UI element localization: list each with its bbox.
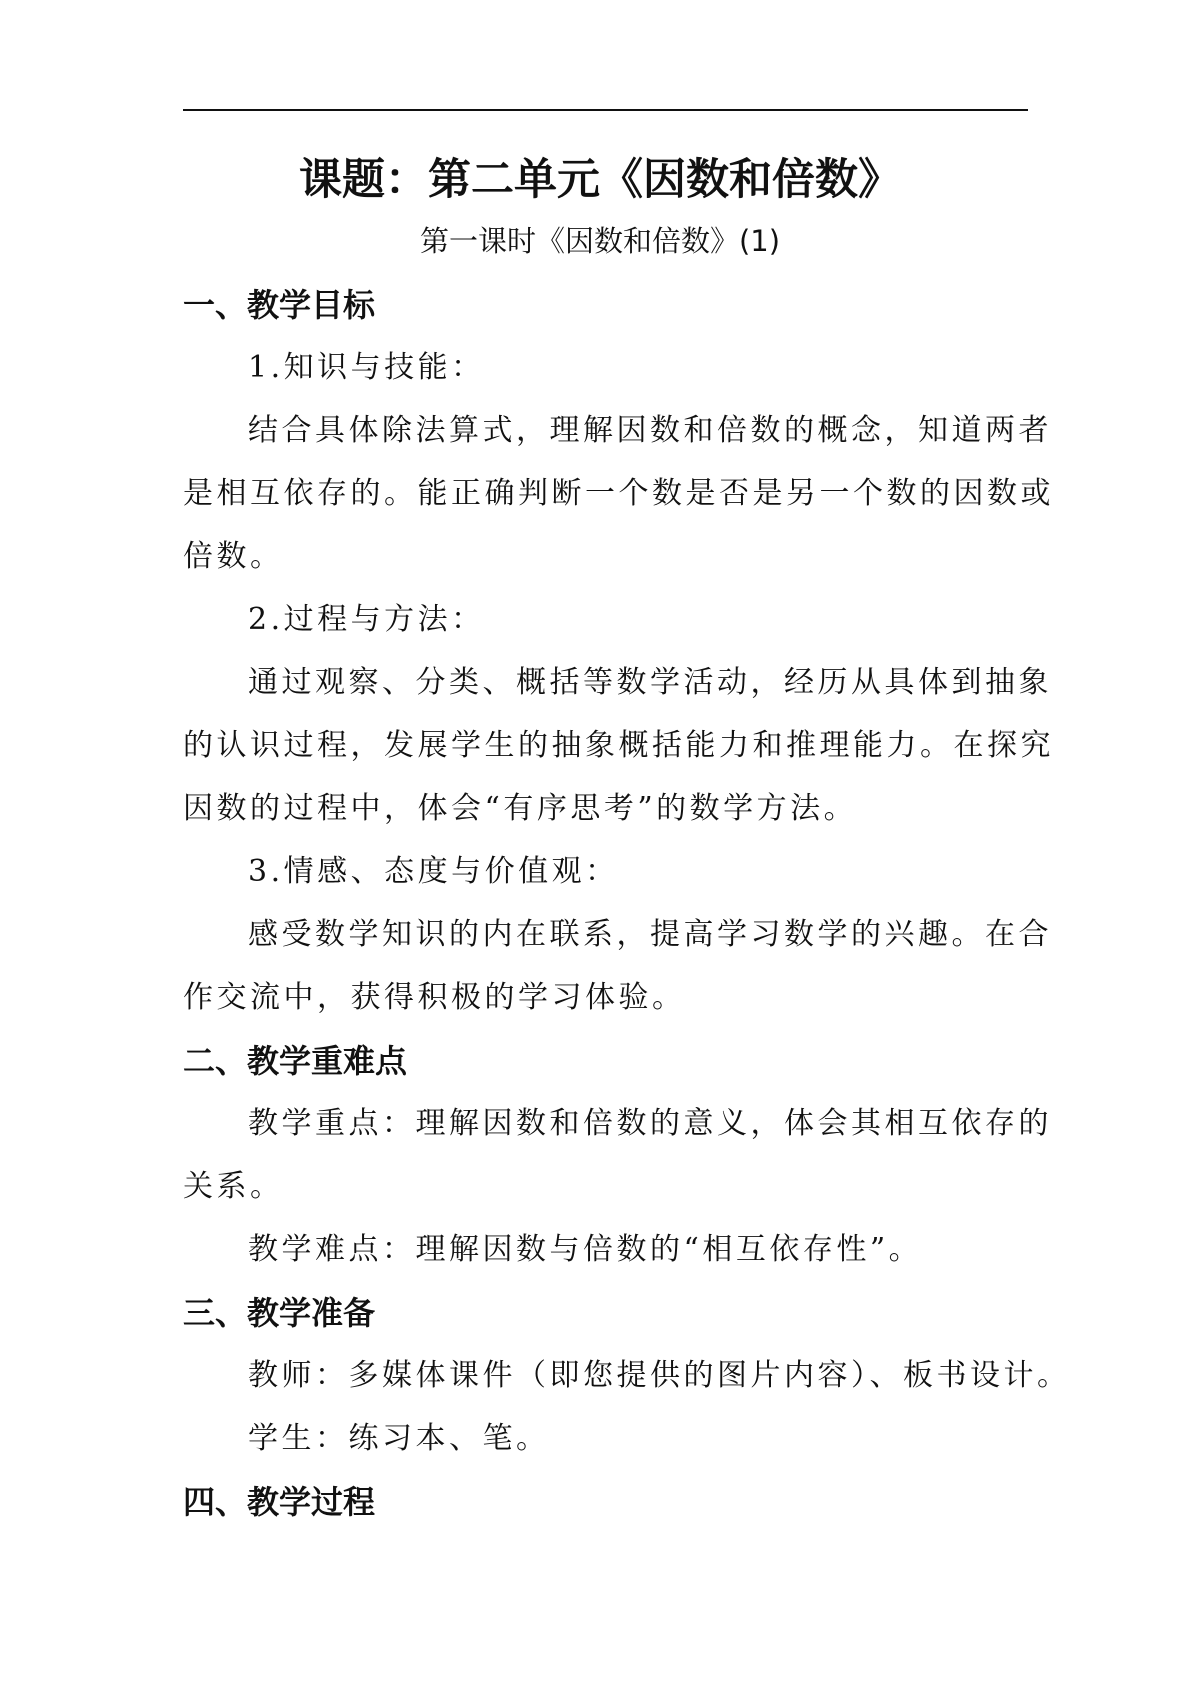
section-heading-objectives: 一、教学目标 [183,286,376,324]
page-subtitle: 第一课时《因数和倍数》(1) [419,224,781,258]
objective-3-label: 3.情感、态度与价值观： [248,854,619,889]
objective-2-text-line-3: 因数的过程中，体会“有序思考”的数学方法。 [183,791,858,826]
teaching-focus-line-2: 关系。 [183,1169,284,1204]
section-heading-process: 四、教学过程 [183,1483,376,1521]
section-heading-preparation: 三、教学准备 [183,1294,376,1332]
objective-3-text-line-2: 作交流中，获得积极的学习体验。 [183,980,686,1015]
teaching-difficulty: 教学难点：理解因数与倍数的“相互依存性”。 [248,1232,923,1267]
objective-2-label: 2.过程与方法： [248,602,485,637]
page-title: 课题：第二单元《因数和倍数》 [299,155,901,205]
student-preparation: 学生：练习本、笔。 [248,1421,550,1456]
objective-2-text-line-1: 通过观察、分类、概括等数学活动，经历从具体到抽象 [248,665,1052,700]
objective-1-text-line-1: 结合具体除法算式，理解因数和倍数的概念，知道两者 [248,413,1052,448]
teaching-focus-line-1: 教学重点：理解因数和倍数的意义，体会其相互依存的 [248,1106,1052,1141]
objective-1-label: 1.知识与技能： [248,350,485,385]
objective-3-text-line-1: 感受数学知识的内在联系，提高学习数学的兴趣。在合 [248,917,1052,952]
objective-1-text-line-3: 倍数。 [183,539,284,574]
objective-1-text-line-2: 是相互依存的。能正确判断一个数是否是另一个数的因数或 [183,476,1054,511]
teacher-preparation: 教师：多媒体课件（即您提供的图片内容）、板书设计。 [248,1358,1071,1393]
header-rule [183,109,1028,111]
objective-2-text-line-2: 的认识过程，发展学生的抽象概括能力和推理能力。在探究 [183,728,1054,763]
section-heading-key-points: 二、教学重难点 [183,1042,408,1080]
